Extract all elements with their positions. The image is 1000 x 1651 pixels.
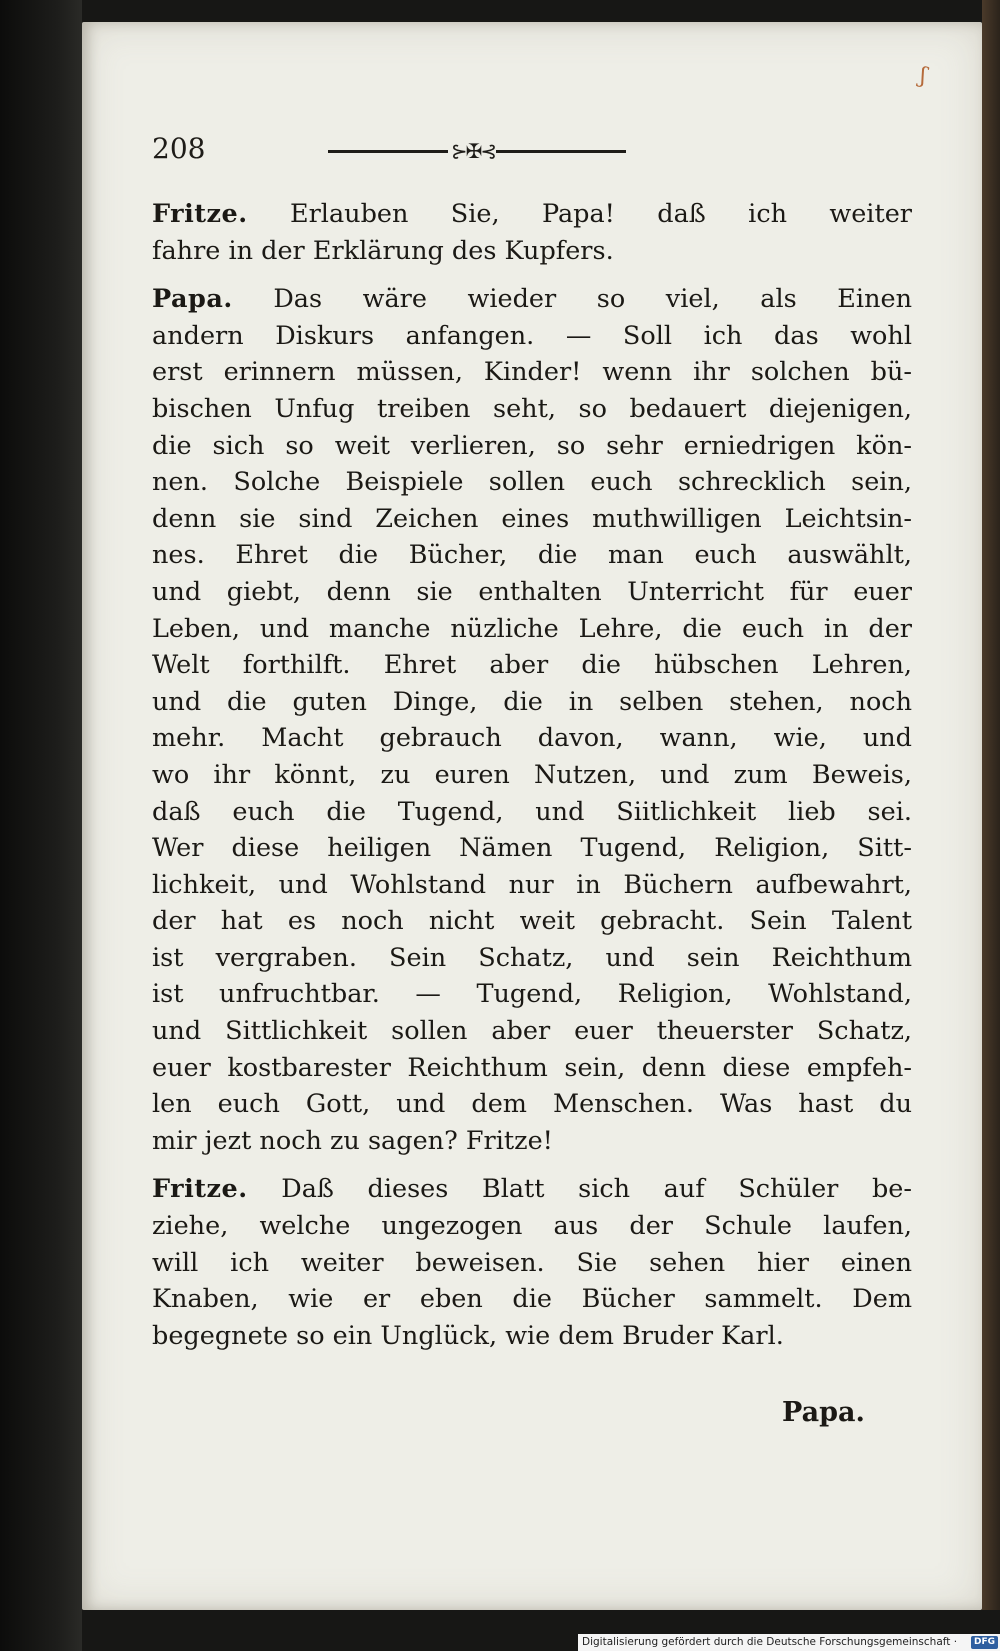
ornament-rule-right	[496, 150, 626, 153]
text-line	[152, 233, 912, 270]
text-line	[152, 318, 912, 355]
text-line	[152, 1318, 912, 1355]
text-line	[152, 196, 912, 233]
line-text: bischen Unfug treiben seht, so bedauert diejenigen,	[152, 393, 912, 424]
line-text: Leben, und manche nüzliche Lehre, die euch in der	[152, 613, 912, 644]
credit-text: Digitalisierung gefördert durch die Deutsche Forschungsgemeinschaft ·	[582, 1636, 958, 1648]
text-line	[152, 647, 912, 684]
line-text: Das wäre wieder so viel, als Einen	[273, 284, 912, 315]
page-body-text	[152, 196, 912, 1366]
text-line	[152, 1281, 912, 1318]
text-line	[152, 940, 912, 977]
speaker-name: Papa.	[152, 284, 233, 315]
line-text: ziehe, welche ungezogen aus der Schule laufen,	[152, 1211, 912, 1242]
text-line	[152, 1086, 912, 1123]
text-line	[152, 757, 912, 794]
text-line	[152, 1050, 912, 1087]
line-text: Wer diese heiligen Nämen Tugend, Religion, Sitt-	[152, 833, 912, 864]
line-text: daß euch die Tugend, und Siitlichkeit lieb sei.	[152, 796, 912, 827]
text-line	[152, 830, 912, 867]
text-line	[152, 537, 912, 574]
line-text: erst erinnern müssen, Kinder! wenn ihr solchen bü-	[152, 357, 912, 388]
line-text: und die guten Dinge, die in selben stehen, noch	[152, 686, 912, 717]
line-text: der hat es noch nicht weit gebracht. Sein Talent	[152, 906, 912, 937]
line-text: andern Diskurs anfangen. — Soll ich das wohl	[152, 320, 912, 351]
text-line	[152, 354, 912, 391]
speaker-name: Fritze.	[152, 1174, 248, 1205]
paragraph	[152, 1171, 912, 1354]
speaker-name: Fritze.	[152, 199, 248, 229]
text-line	[152, 976, 912, 1013]
line-text: euer kostbarester Reichthum sein, denn diese empfeh-	[152, 1052, 912, 1083]
text-line	[152, 1013, 912, 1050]
text-line	[152, 281, 912, 318]
line-text: und giebt, denn sie enthalten Unterricht für euer	[152, 576, 912, 607]
paragraph	[152, 196, 912, 269]
dfg-logo: DFG	[971, 1636, 998, 1649]
line-text: len euch Gott, und dem Menschen. Was hast du	[152, 1089, 912, 1120]
header-ornament	[328, 139, 628, 163]
line-text: mehr. Macht gebrauch davon, wann, wie, und	[152, 723, 912, 754]
line-text: Daß dieses Blatt sich auf Schüler be-	[281, 1174, 912, 1205]
line-text: will ich weiter beweisen. Sie sehen hier einen	[152, 1247, 912, 1278]
line-text: nes. Ehret die Bücher, die man euch auswählt,	[152, 540, 912, 571]
pencil-mark: ʃ	[917, 63, 929, 89]
scan-background-left	[0, 0, 82, 1651]
text-line	[152, 501, 912, 538]
text-line	[152, 1123, 912, 1160]
line-text: und Sittlichkeit sollen aber euer theuerster Schatz,	[152, 1016, 912, 1047]
page-header	[152, 132, 732, 172]
line-text: Erlauben Sie, Papa! daß ich weiter	[290, 199, 912, 229]
text-line	[152, 1171, 912, 1208]
ornament-knot-icon: ⊱✠⊰	[450, 139, 496, 163]
catchword: Papa.	[782, 1397, 865, 1428]
line-text: ist unfruchtbar. — Tugend, Religion, Wohlstand,	[152, 979, 912, 1010]
line-text: Knaben, wie er eben die Bücher sammelt. Dem	[152, 1284, 912, 1315]
text-line	[152, 574, 912, 611]
paragraph	[152, 281, 912, 1159]
line-text: nen. Solche Beispiele sollen euch schrecklich sein,	[152, 467, 912, 498]
scan-background-right	[982, 0, 1000, 1610]
ornament-rule-left	[328, 150, 448, 153]
line-text: mir jezt noch zu sagen? Fritze!	[152, 1125, 553, 1156]
text-line	[152, 684, 912, 721]
text-line	[152, 391, 912, 428]
line-text: die sich so weit verlieren, so sehr erniedrigen kön-	[152, 430, 912, 461]
text-line	[152, 1208, 912, 1245]
text-line	[152, 428, 912, 465]
line-text: wo ihr könnt, zu euren Nutzen, und zum Beweis,	[152, 759, 912, 790]
text-line	[152, 464, 912, 501]
digitization-credit-bar	[578, 1634, 1000, 1651]
text-line	[152, 903, 912, 940]
line-text: begegnete so ein Unglück, wie dem Bruder Karl.	[152, 1320, 784, 1351]
line-text: fahre in der Erklärung des Kupfers.	[152, 235, 614, 266]
line-text: ist vergraben. Sein Schatz, und sein Reichthum	[152, 942, 912, 973]
text-line	[152, 720, 912, 757]
text-line	[152, 794, 912, 831]
page-number: 208	[152, 132, 206, 165]
line-text: Welt forthilft. Ehret aber die hübschen Lehren,	[152, 650, 912, 681]
text-line	[152, 1245, 912, 1282]
line-text: denn sie sind Zeichen eines muthwilligen Leichtsin-	[152, 503, 912, 534]
text-line	[152, 867, 912, 904]
text-line	[152, 611, 912, 648]
line-text: lichkeit, und Wohlstand nur in Büchern aufbewahrt,	[152, 869, 912, 900]
